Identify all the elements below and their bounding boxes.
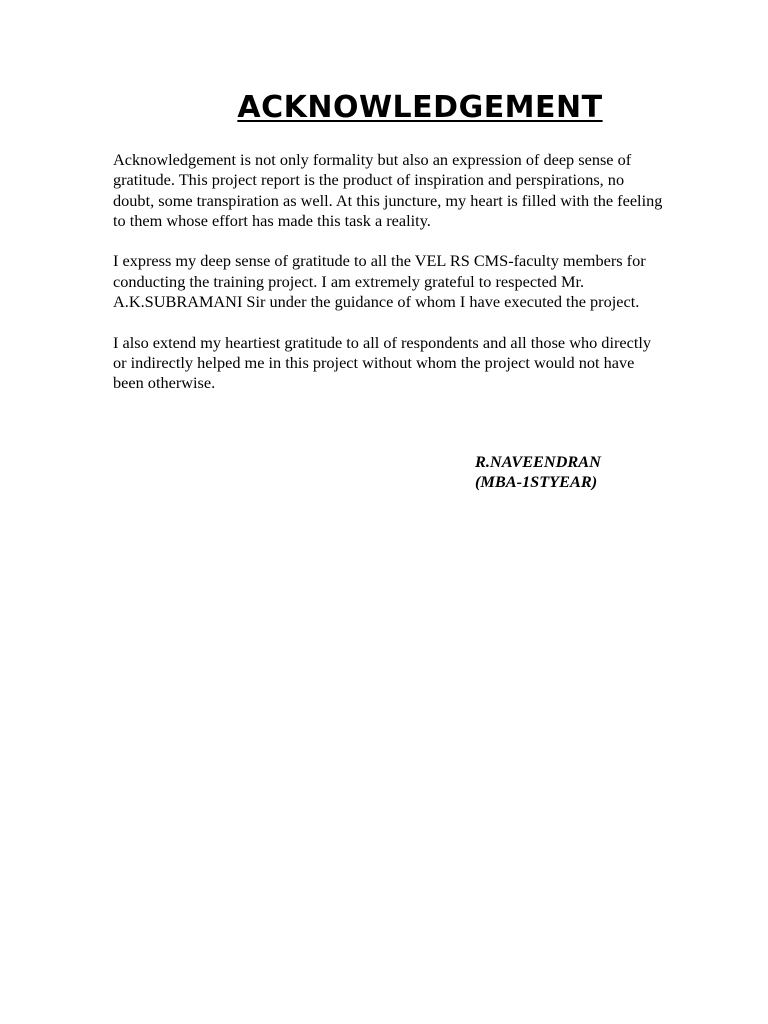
paragraph-intro: Acknowledgement is not only formality but also an expression of deep sense of gratitude. This project report is the product of inspiration and perspirations, no doubt, some transpiration as well. At this juncture, my heart is filled with the feeling to them whose effort has made this task a reality.	[113, 150, 663, 230]
signature-block	[475, 452, 601, 493]
paragraph-faculty-thanks: I express my deep sense of gratitude to all the VEL RS CMS-faculty members for conducting the training project. I am extremely grateful to respected Mr. A.K.SUBRAMANI Sir under the guidance of whom I have executed the project.	[113, 251, 646, 312]
page-title: ACKNOWLEDGEMENT	[237, 90, 603, 125]
signature-name: R.NAVEENDRAN	[475, 452, 601, 471]
signature-course: (MBA-1STYEAR)	[475, 472, 598, 492]
acknowledgement-body	[113, 150, 665, 414]
paragraph-respondents-thanks: I also extend my heartiest gratitude to all of respondents and all those who directly or indirectly helped me in this project without whom the project would not have been otherwise.	[113, 332, 652, 393]
